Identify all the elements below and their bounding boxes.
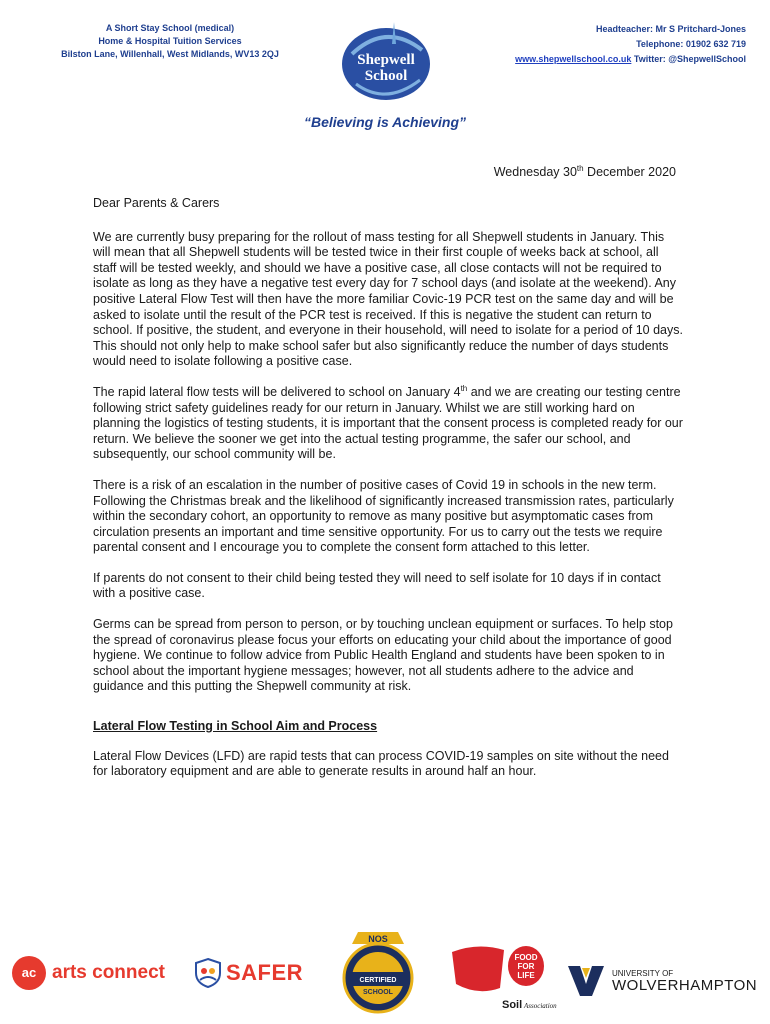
- wolverhampton-line1: UNIVERSITY OF: [612, 968, 674, 978]
- nos-top-text: NOS: [368, 934, 388, 944]
- ffl-text-1: FOOD: [514, 953, 538, 962]
- paragraph-4: If parents do not consent to their child being tested they will need to self isolate for 10 days if in contact with a positive case.: [93, 570, 661, 601]
- ffl-text-2: FOR: [517, 962, 535, 971]
- wolverhampton-crest-icon: [566, 962, 606, 1000]
- paragraph-2-part-a: The rapid lateral flow tests will be delivered to school on January 4: [93, 384, 461, 399]
- safer-logo: [194, 958, 303, 988]
- arts-connect-badge-icon: ac: [12, 956, 46, 990]
- nos-mid-text-1: CERTIFIED: [359, 977, 397, 984]
- school-address-block: [40, 22, 300, 61]
- shepwell-school-logo: [334, 14, 438, 106]
- arts-connect-logo: [12, 956, 165, 990]
- telephone-line: Telephone: 01902 632 719: [636, 39, 746, 49]
- school-service-line: Home & Hospital Tuition Services: [98, 36, 242, 46]
- ffl-assoc-text: Association: [524, 1002, 557, 1010]
- nos-mid-text-2: SCHOOL: [363, 989, 393, 996]
- logo-text-line2: School: [364, 68, 408, 84]
- date-day: Wednesday 30: [493, 165, 577, 180]
- ffl-soil-text: Soil: [502, 999, 523, 1011]
- nos-badge-icon: [340, 930, 416, 1016]
- school-address-line: Bilston Lane, Willenhall, West Midlands, WV13 2QJ: [61, 49, 279, 59]
- date-ordinal: th: [576, 164, 584, 173]
- twitter-handle: Twitter: @ShepwellSchool: [631, 54, 746, 64]
- nos-certified-school-badge: [340, 930, 416, 1021]
- greeting: Dear Parents & Carers: [93, 196, 220, 210]
- university-of-wolverhampton-logo: [566, 962, 757, 1000]
- school-type-line: A Short Stay School (medical): [105, 23, 235, 33]
- school-motto: “Believing is Achieving”: [303, 114, 467, 130]
- paragraph-1: We are currently busy preparing for the rollout of mass testing for all Shepwell students in January. This will mean that all Shepwell students will be tested twice in their first couple of weeks back at school, all staff will be tested weekly, and should we have a positive case, all close contacts will not be required to isolate as long as they have a negative test every day for 7 school days (and isolate at the weekend). Any positive Lateral Flow Test will then have the more familiar Covic-19 PCR test on the same day and will be asked to isolate until the result of the PCR test is received. If this is negative the student can return to school. If positive, the student, and everyone in their household, will need to isolate for a period of 10 days. This should not only help to make school safer but also significantly reduce the number of days students would need to isolate following a positive case.: [93, 229, 683, 369]
- wolverhampton-line2: WOLVERHAMPTON: [612, 976, 758, 994]
- partner-logos-footer: [0, 926, 770, 1016]
- paragraph-6: Lateral Flow Devices (LFD) are rapid tests that can process COVID-19 samples on site without the need for laboratory equipment and are able to generate results in around half an hour.: [93, 748, 669, 779]
- paragraph-2-part-b: and we are creating our testing centre following strict safety guidelines ready for our return in January. Whilst we are still working hard on planning the logistics of testing students, it is important that the consent process is completed ready for our return. We believe the sooner we get into the actual testing programme, the safer our school, and subsequently, our school community will be.: [93, 384, 683, 462]
- food-for-life-icon: [448, 940, 557, 1014]
- paragraph-2-ordinal: th: [460, 383, 468, 393]
- safer-shield-icon: [194, 958, 222, 988]
- school-contact-block: [446, 22, 746, 67]
- food-for-life-logo: [448, 940, 557, 1019]
- letter-body: [93, 196, 683, 795]
- paragraph-5: Germs can be spread from person to person, or by touching unclean equipment or surfaces. To help stop the spread of coronavirus please focus your efforts on educating your child about the importance of good hygiene. We continue to follow advice from Public Health England and students have been spoken to in school about the important hygiene messages; however, not all students adhere to the advice and guidance and this putting the Shepwell community at risk.: [93, 617, 673, 694]
- paragraph-2: [93, 385, 683, 463]
- headteacher-line: Headteacher: Mr S Pritchard-Jones: [595, 24, 746, 34]
- website-link[interactable]: www.shepwellschool.co.uk: [515, 54, 632, 64]
- letter-date: [494, 164, 676, 179]
- logo-text-line1: Shepwell: [357, 52, 415, 68]
- web-twitter-line: [446, 52, 746, 67]
- ffl-text-3: LIFE: [517, 971, 535, 980]
- date-rest: December 2020: [583, 165, 676, 180]
- wolverhampton-text: [612, 969, 757, 994]
- safer-label: SAFER: [226, 960, 304, 985]
- section-heading: Lateral Flow Testing in School Aim and Process: [93, 719, 378, 734]
- paragraph-3: There is a risk of an escalation in the number of positive cases of Covid 19 in schools in the new term. Following the Christmas break and the likelihood of significantly increased transmission rates, particularly within the secondary cohort, an opportunity to remove as many positive but asymptomatic cases from circulation presents an important and time sensitive opportunity. For us to carry out the tests we require parental consent and I encourage you to complete the consent form attached to this letter.: [93, 477, 674, 555]
- arts-connect-label: arts connect: [52, 962, 165, 983]
